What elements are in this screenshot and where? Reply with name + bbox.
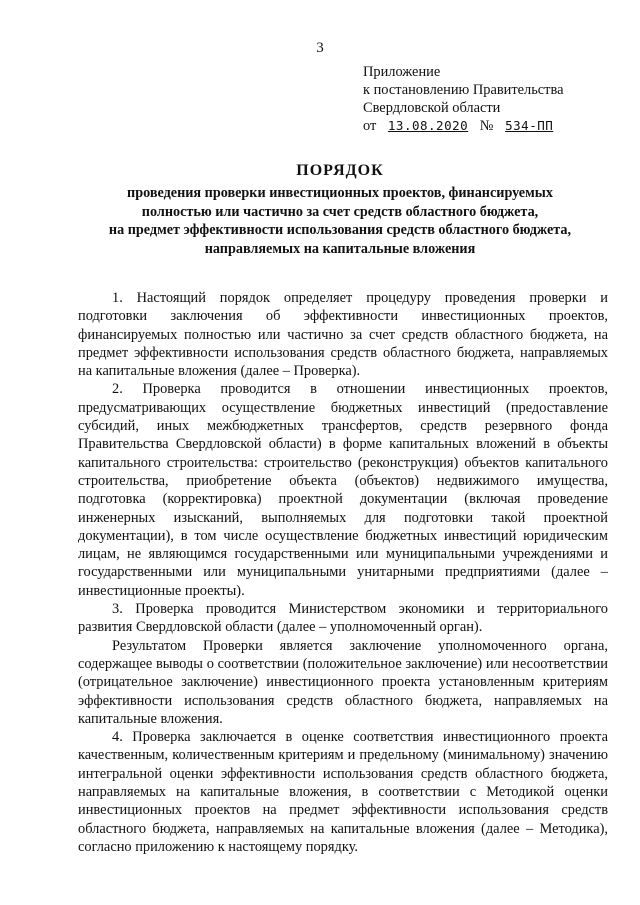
appendix-block [363, 63, 623, 135]
subtitle-line-4: направляемых на капитальные вложения [204, 240, 476, 257]
appendix-line-2: к постановлению Правительства [363, 82, 564, 98]
paragraph-5: 4. Проверка заключается в оценке соответствия инвестиционного проекта качественным, количественным критериям и предельному (минимальному) значению интегральной оценки эффективности использования средств областного бюджета, направляемых на капитальные вложения, в соответствии с Методикой оценки инвестиционных проектов на предмет эффективности использования средств областного бюджета, направляемых на капитальные вложения (далее – Методика), согласно приложению к настоящему порядку. [78, 729, 608, 855]
title-main: ПОРЯДОК [296, 162, 384, 179]
date-value: 13.08.2020 [387, 118, 469, 133]
paragraph-2: 2. Проверка проводится в отношении инвестиционных проектов, предусматривающих осуществление бюджетных инвестиций (предоставление субсидий, иных межбюджетных трансфертов, средств резервного фонда Правительства Свердловской области) в форме капитальных вложений в объекты капитального строительства: строительство (реконструкция) объектов капитального строительства, приобретение объекта (объектов) недвижимого имущества, подготовка (корректировка) проектной документации (включая проведение инженерных изысканий, выполняемых для подготовки такой проектной документации), в том числе осуществление бюджетных инвестиций юридическим лицам, не являющимся государственными или муниципальными учреждениями и государственными или муниципальными унитарными предприятиями (далее – инвестиционные проекты). [78, 381, 608, 599]
paragraph-1: 1. Настоящий порядок определяет процедуру проведения проверки и подготовки заключения об эффективности инвестиционных проектов, финансируемых полностью или частично за счет средств областного бюджета, на предмет эффективности использования средств областного бюджета, направляемых на капитальные вложения (далее – Проверка). [78, 290, 608, 380]
appendix-line-1: Приложение [363, 64, 441, 80]
date-prefix: от [363, 118, 377, 134]
number-value: 534-ПП [505, 118, 554, 133]
subtitle-line-1: проведения проверки инвестиционных проектов, финансируемых [127, 185, 553, 201]
number-sign: № [479, 118, 494, 134]
page-number: 3 [316, 40, 324, 56]
document-title [40, 162, 640, 258]
appendix-date-line [363, 117, 623, 135]
document-body [78, 289, 608, 856]
appendix-line-3: Свердловской области [363, 100, 501, 116]
subtitle-line-2: полностью или частично за счет средств областного бюджета, [141, 203, 539, 220]
subtitle-line-3: на предмет эффективности использования средств областного бюджета, [108, 222, 572, 238]
paragraph-4: Результатом Проверки является заключение уполномоченного органа, содержащее выводы о соответствии (положительное заключение) или несоответствии (отрицательное заключение) инвестиционного проекта установленным критериям эффективности использования средств областного бюджета, направляемых на капитальные вложения. [78, 637, 608, 727]
paragraph-3: 3. Проверка проводится Министерством экономики и территориального развития Свердловской области (далее – уполномоченный орган). [78, 601, 608, 636]
